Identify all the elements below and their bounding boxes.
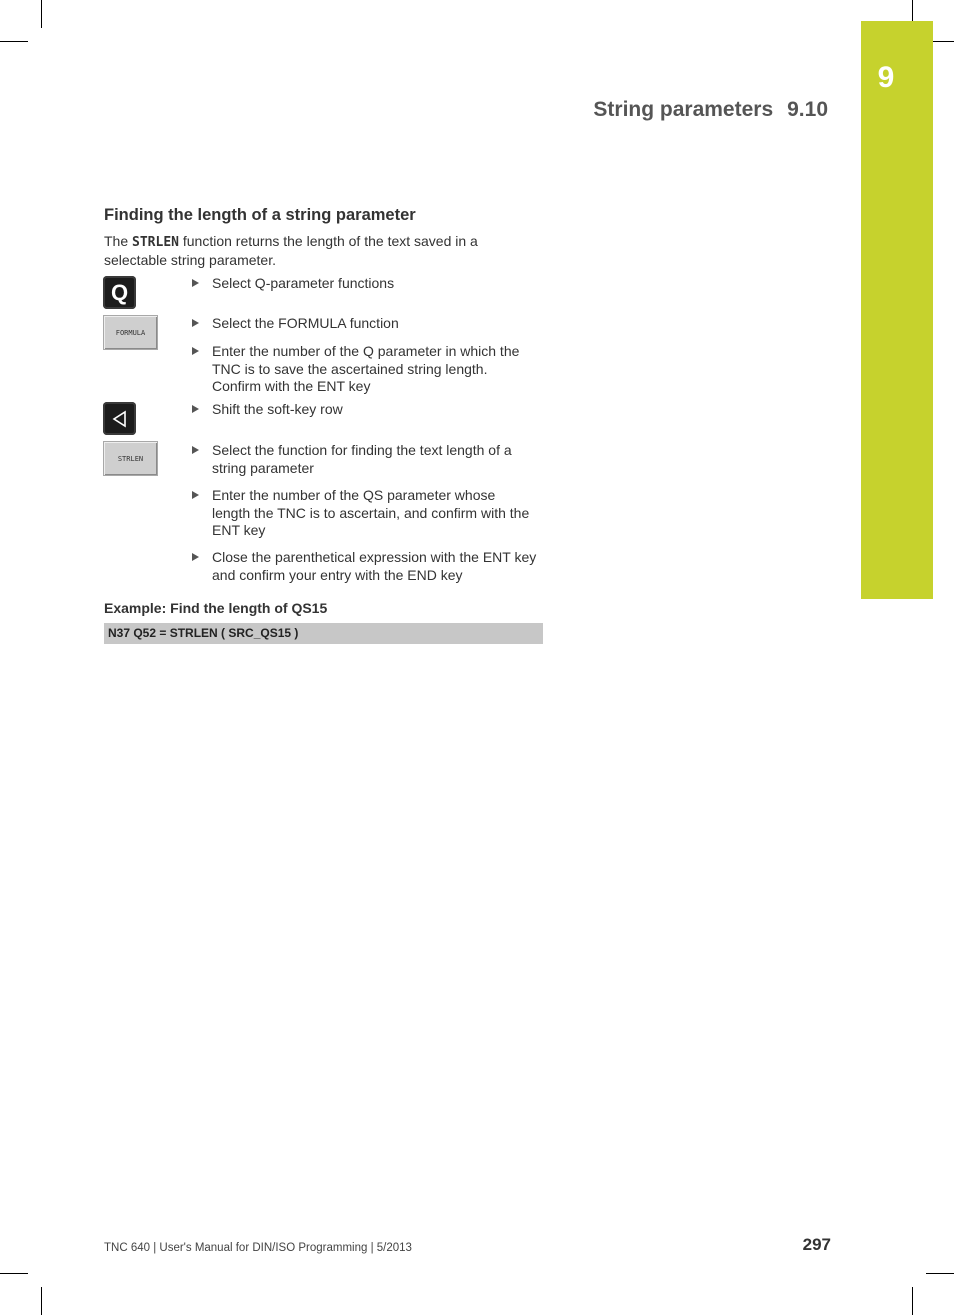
q-key-icon: Q [103, 276, 136, 309]
section-title: Finding the length of a string parameter [104, 206, 416, 224]
arrow-right-icon [192, 347, 199, 355]
page-number: 297 [802, 1235, 831, 1254]
step-item: Enter the number of the Q parameter in which the TNC is to save the ascertained string length. Confirm with the ENT key [192, 343, 537, 396]
step-item: Select Q-parameter functions [192, 275, 537, 293]
header-section-number: 9.10 [787, 98, 828, 121]
arrow-right-icon [192, 319, 199, 327]
arrow-right-icon [192, 491, 199, 499]
crop-mark [0, 1273, 28, 1274]
intro-paragraph: The STRLEN function returns the length of the text saved in a selectable string parameter. [104, 233, 478, 268]
strlen-softkey: STRLEN [103, 441, 158, 476]
step-item: Enter the number of the QS parameter whose length the TNC is to ascertain, and confirm with the ENT key [192, 487, 537, 540]
step-item: Shift the soft-key row [192, 401, 537, 419]
crop-mark [41, 0, 42, 28]
code-example: N37 Q52 = STRLEN ( SRC_QS15 ) [104, 623, 543, 644]
crop-mark [912, 1287, 913, 1315]
step-item: Close the parenthetical expression with the ENT key and confirm your entry with the END key [192, 549, 537, 584]
chapter-tab [861, 21, 933, 599]
arrow-right-icon [192, 405, 199, 413]
arrow-right-icon [192, 553, 199, 561]
formula-softkey: FORMULA [103, 315, 158, 350]
step-item: Select the FORMULA function [192, 315, 537, 333]
running-header [593, 98, 828, 122]
triangle-left-icon [103, 402, 136, 435]
example-title: Example: Find the length of QS15 [104, 600, 328, 616]
shift-softkey-row-icon [111, 410, 129, 428]
step-item: Select the function for finding the text length of a string parameter [192, 442, 537, 477]
chapter-number: 9 [877, 61, 895, 94]
header-title: String parameters [593, 98, 774, 121]
inline-code-strlen: STRLEN [132, 235, 179, 250]
crop-mark [0, 41, 28, 42]
arrow-right-icon [192, 446, 199, 454]
crop-mark [41, 1287, 42, 1315]
crop-mark [926, 1273, 954, 1274]
arrow-right-icon [192, 279, 199, 287]
page-footer: TNC 640 | User's Manual for DIN/ISO Programming | 5/2013 [104, 1242, 412, 1254]
